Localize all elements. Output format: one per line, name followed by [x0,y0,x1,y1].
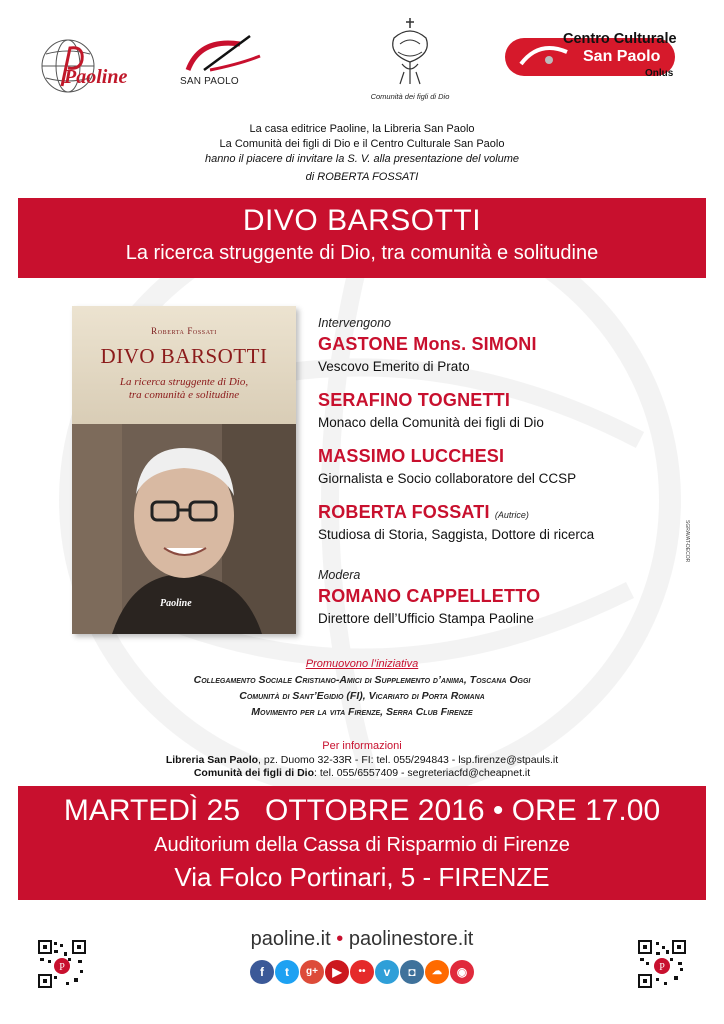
side-code: SGRAVAT-DECOR [684,520,690,563]
soundcloud-icon[interactable]: ☁ [425,960,449,984]
youtube-icon[interactable]: ▶ [325,960,349,984]
moderator-name: ROMANO CAPPELLETTO [318,586,541,606]
book-publisher: Paoline [160,598,192,609]
invitation [0,122,724,185]
website-paolinestore-link[interactable]: paolinestore.it [348,928,474,950]
speaker-2-name: SERAFINO TOGNETTI [318,390,511,410]
title-banner [18,198,706,278]
event-date: MARTEDÌ 25 OTTOBRE 2016 • ORE 17.00 [63,794,661,827]
promoter-line: Comunità di Sant’Egidio (FI), Vicariato di Porta Romana [239,690,485,702]
invitation-by: di [305,171,315,183]
invitation-line2: La Comunità dei figli di Dio e il Centro Culturale San Paolo [219,138,505,150]
event-title: DIVO BARSOTTI [242,204,482,237]
promoters-heading: Promuovono l’iniziativa [305,658,419,670]
info-heading: Per informazioni [322,740,402,752]
speaker-2-role: Monaco della Comunità dei figli di Dio [318,415,544,430]
info-libreria-details[interactable]: , pz. Duomo 32-33R - FI: tel. 055/294843 - lsp.firenze@stpauls.it [258,753,559,766]
websites [0,928,724,951]
ccsp-line3: Onlus [645,68,674,79]
comunita-logo [360,14,460,106]
event-subtitle: La ricerca struggente di Dio, tra comunità e solitudine [125,242,599,264]
invitation-line3: hanno il piacere di invitare la S. V. alla presentazione del volume [204,153,520,165]
book-author: Roberta Fossati [151,326,217,336]
svg-text:P: P [659,962,665,973]
social-icons [250,960,474,988]
invitation-author: ROBERTA FOSSATI [317,171,419,183]
sword-arc-icon [180,30,270,76]
paoline-wordmark: Paoline [64,66,128,88]
website-paoline-link[interactable]: paoline.it [250,928,331,950]
speaker-3-role: Giornalista e Socio collaboratore del CCSP [318,471,577,486]
paoline-logo [38,36,148,96]
facebook-icon[interactable]: f [250,960,274,984]
event-address: Via Folco Portinari, 5 - FIRENZE [174,862,550,892]
moderator-role: Direttore dell’Ufficio Stampa Paoline [318,611,534,626]
book-title: DIVO BARSOTTI [100,344,268,368]
moderator-label: Modera [318,568,361,582]
info-comunita-name: Comunità dei figli di Dio [193,767,315,779]
speakers-label: Intervengono [318,316,391,330]
promoters [0,658,724,720]
speaker-4-role: Studiosa di Storia, Saggista, Dottore di ricerca [318,527,595,542]
website-separator: • [336,928,344,950]
speaker-4 [318,502,698,523]
book-cover [72,306,296,634]
svg-text:P: P [59,962,65,973]
san-paolo-wordmark: SAN PAOLO [180,76,239,87]
book-subtitle-line1: La ricerca struggente di Dio, [119,376,249,388]
promoter-line: Collegamento Sociale Cristiano-Amici di Supplemento d’anima, Toscana Oggi [193,674,531,686]
google-plus-icon[interactable]: g+ [300,960,324,984]
event-details-banner [18,786,706,900]
ccsp-logo [505,30,685,82]
swoosh-icon [519,44,569,70]
twitter-icon[interactable]: t [275,960,299,984]
info-libreria-name: Libreria San Paolo [165,753,259,766]
radio-icon[interactable]: ◉ [450,960,474,984]
ccsp-line1: Centro Culturale [563,31,677,47]
speaker-3-name: MASSIMO LUCCHESI [318,446,505,466]
speaker-4-note: (Autrice) [494,510,529,520]
speaker-4-name: ROBERTA FOSSATI [318,502,490,522]
comunita-caption: Comunità dei figli di Dio [370,92,450,101]
promoter-line: Movimento per la vita Firenze, Serra Club Firenze [251,706,473,718]
contact-info [0,740,724,781]
book-subtitle [72,376,296,402]
book-subtitle-line2: tra comunità e solitudine [128,389,240,401]
vimeo-icon[interactable]: v [375,960,399,984]
invitation-line1: La casa editrice Paoline, la Libreria San Paolo [249,123,475,135]
emblem-icon [380,14,440,88]
ccsp-line2: San Paolo [583,48,661,65]
instagram-icon[interactable]: ◘ [400,960,424,984]
san-paolo-logo [180,30,270,92]
speaker-1-name: GASTONE Mons. SIMONI [318,334,537,354]
event-venue: Auditorium della Cassa di Risparmio di Firenze [154,834,570,856]
speaker-1-role: Vescovo Emerito di Prato [318,359,470,374]
flickr-icon[interactable]: •• [350,960,374,984]
info-comunita-details[interactable]: : tel. 055/6557409 - segreteriacfd@cheapnet.it [314,767,531,779]
